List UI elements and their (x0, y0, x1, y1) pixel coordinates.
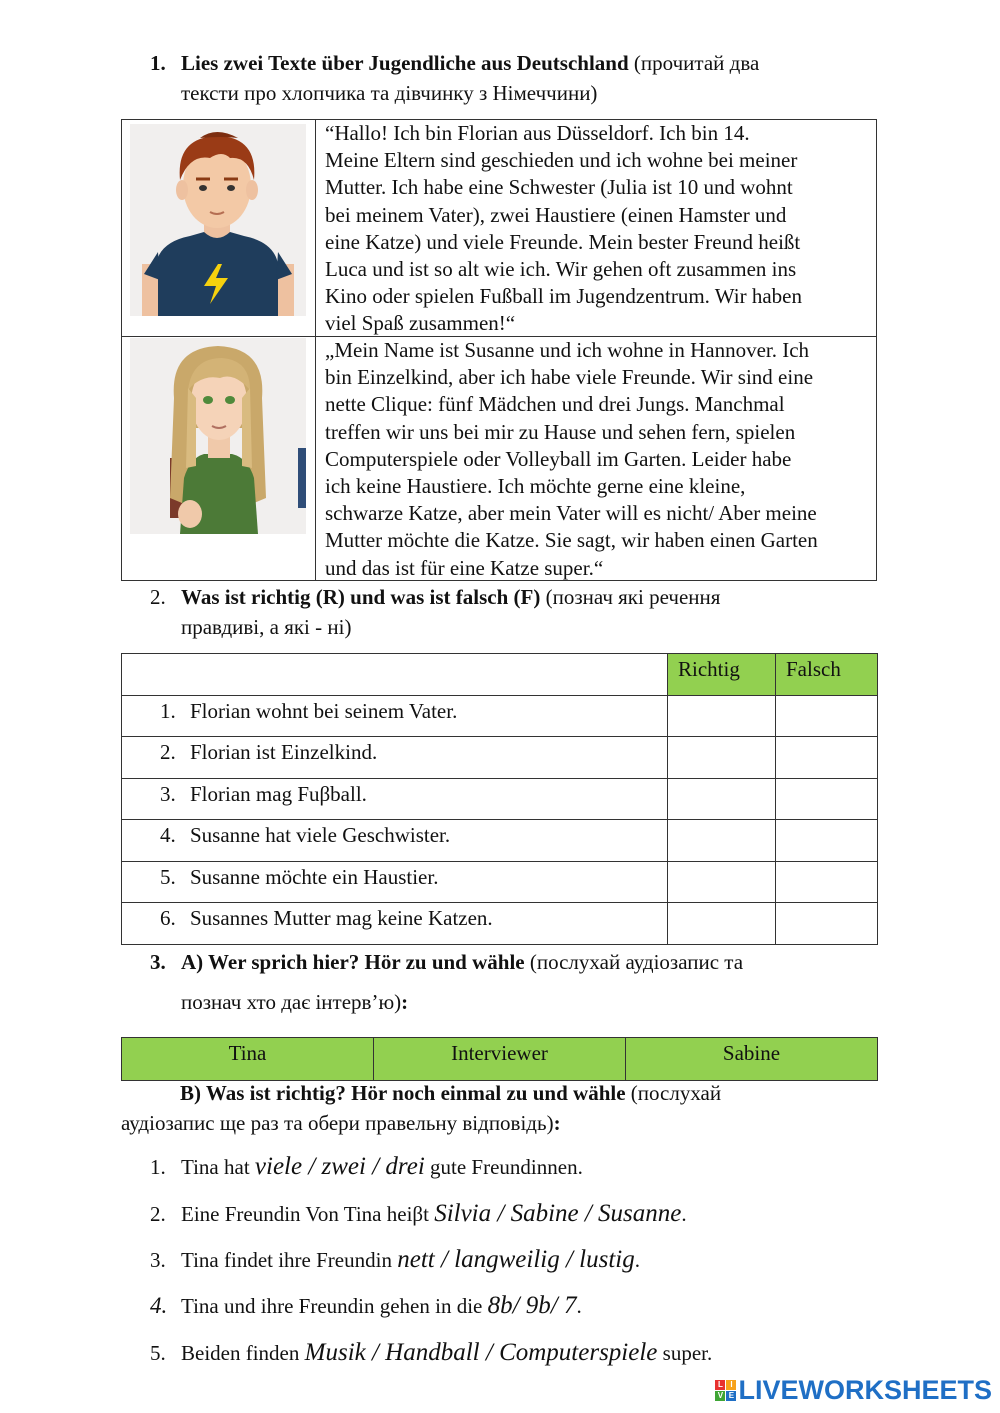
logo-mark-e: E (726, 1391, 736, 1401)
item-text-end: gute Freundinnen. (424, 1155, 583, 1179)
task1-title-bold: Lies zwei Texte über Jugendliche aus Deutschland (181, 51, 629, 75)
statement-text: Susannes Mutter mag keine Katzen. (190, 906, 493, 930)
task3b-title-rest: (послухай (625, 1081, 722, 1105)
statement-text: Florian mag Fuβball. (190, 781, 367, 806)
speaker-option-interviewer[interactable]: Interviewer (374, 1038, 626, 1081)
item-options[interactable]: viele / zwei / drei (254, 1153, 425, 1180)
item-options[interactable]: Musik / Handball / Computerspiele (304, 1339, 658, 1366)
richtig-answer-cell[interactable] (668, 695, 776, 737)
susanne-line: treffen wir uns bei mir zu Hause und sehen fern, spielen (325, 419, 796, 444)
susanne-line: Computerspiele oder Volleyball im Garten. Leider habe (325, 446, 792, 471)
item-text: Beiden finden (181, 1341, 305, 1365)
task1-number: 1. (150, 51, 166, 75)
falsch-answer-cell[interactable] (776, 695, 878, 737)
statement-number: 4. (160, 823, 176, 847)
florian-line: Meine Eltern sind geschieden und ich wohne bei meiner (325, 148, 798, 173)
statement-number: 6. (160, 906, 176, 930)
logo-mark-l: L (715, 1380, 725, 1390)
statement-cell (122, 820, 668, 862)
header-empty-cell (122, 654, 668, 696)
falsch-answer-cell[interactable] (776, 820, 878, 862)
statement-cell (122, 737, 668, 779)
florian-line: viel Spaß zusammen!“ (325, 311, 516, 336)
florian-picture (130, 124, 306, 316)
logo-text: LIVEWORKSHEETS (738, 1375, 992, 1405)
table-row (122, 778, 878, 820)
true-false-header-row (122, 654, 878, 696)
logo-mark-icon (715, 1380, 736, 1401)
task2-title-line2: правдиві, а які - ні) (181, 615, 352, 639)
susanne-line: bin Einzelkind, aber ich habe viele Freunde. Wir sind eine (325, 365, 814, 390)
task2-number: 2. (150, 585, 166, 609)
florian-line: Mutter. Ich habe eine Schwester (Julia ist 10 und wohnt (325, 175, 793, 200)
richtig-answer-cell[interactable] (668, 861, 776, 903)
table-row (122, 737, 878, 779)
task3a-title-bold: A) Wer sprich hier? Hör zu und wähle (181, 950, 525, 974)
item-text-end: super. (657, 1341, 713, 1365)
statement-number: 5. (160, 864, 176, 889)
task1-title-rest: (прочитай два (628, 51, 760, 75)
susanne-picture (130, 338, 306, 534)
list-item (150, 1152, 870, 1182)
task3a-heading (150, 942, 870, 1022)
falsch-answer-cell[interactable] (776, 861, 878, 903)
item-number: 3. (150, 1248, 166, 1272)
list-item (150, 1245, 870, 1275)
list-item (150, 1291, 870, 1321)
liveworksheets-logo (715, 1375, 992, 1406)
susanne-line: schwarze Katze, aber mein Vater will es nicht/ Aber meine (325, 501, 817, 526)
speakers-row (122, 1038, 878, 1081)
list-item (150, 1338, 870, 1368)
table-row (122, 695, 878, 737)
texts-table (121, 119, 877, 581)
task3-number: 3. (150, 950, 166, 974)
task3b-title-line2: аудіозапис ще раз та обери правельну відповідь) (121, 1111, 554, 1135)
florian-line: “Hallo! Ich bin Florian aus Düsseldorf. Ich bin 14. (325, 121, 750, 145)
susanne-text (325, 337, 868, 582)
florian-text (325, 120, 868, 338)
task3a-title-rest: (послухай аудіозапис та (524, 950, 744, 974)
statement-cell (122, 778, 668, 820)
item-text-end: . (634, 1248, 640, 1272)
task3b-colon: : (553, 1111, 561, 1135)
item-text-end: . (681, 1202, 687, 1226)
statement-number: 3. (160, 781, 176, 806)
statement-text: Florian wohnt bei seinem Vater. (190, 698, 458, 723)
statement-cell (122, 903, 668, 945)
florian-line: bei meinem Vater), zwei Haustiere (einen Hamster und (325, 202, 787, 227)
statement-cell (122, 695, 668, 737)
item-text: Tina hat (181, 1155, 255, 1179)
table-row (122, 903, 878, 945)
susanne-line: und das ist für eine Katze super.“ (325, 555, 604, 580)
richtig-answer-cell[interactable] (668, 820, 776, 862)
florian-line: Luca und ist so alt wie ich. Wir gehen oft zusammen ins (325, 257, 797, 282)
item-number: 5. (150, 1341, 166, 1365)
table-row (122, 861, 878, 903)
falsch-header: Falsch (776, 654, 878, 696)
item-text: Eine Freundin Von Tina heiβt (181, 1202, 435, 1226)
statement-text: Susanne möchte ein Haustier. (190, 864, 439, 889)
statement-number: 2. (160, 740, 176, 764)
susanne-line: nette Clique: fünf Mädchen und drei Jungs. Manchmal (325, 392, 785, 417)
susanne-line: Mutter möchte die Katze. Sie sagt, wir haben einen Garten (325, 528, 818, 553)
item-text: Tina findet ihre Freundin (181, 1248, 398, 1272)
task2-title-bold: Was ist richtig (R) und was ist falsch (F) (181, 585, 541, 609)
task3a-title-line2: познач хто дає інтерв’ю) (181, 990, 402, 1014)
task1-title-line2: тексти про хлопчика та дівчинку з Німеччини) (181, 81, 598, 105)
statement-cell (122, 861, 668, 903)
logo-mark-i: I (726, 1380, 736, 1390)
susanne-line: „Mein Name ist Susanne und ich wohne in Hannover. Ich (325, 338, 810, 362)
speaker-option-tina[interactable]: Tina (122, 1038, 374, 1081)
statement-number: 1. (160, 698, 176, 723)
speakers-table (121, 1037, 878, 1081)
richtig-answer-cell[interactable] (668, 778, 776, 820)
falsch-answer-cell[interactable] (776, 737, 878, 779)
task1-heading (150, 48, 870, 108)
task3b-title-bold: B) Was ist richtig? Hör noch einmal zu und wähle (180, 1081, 626, 1105)
logo-mark-v: V (715, 1391, 725, 1401)
richtig-header: Richtig (668, 654, 776, 696)
item-text: Tina und ihre Freundin gehen in die (181, 1294, 488, 1318)
florian-line: Kino oder spielen Fußball im Jugendzentrum. Wir haben (325, 284, 803, 309)
item-options[interactable]: nett / langweilig / lustig (397, 1246, 635, 1273)
true-false-table (121, 653, 878, 945)
task3a-colon: : (401, 990, 409, 1014)
falsch-answer-cell[interactable] (776, 778, 878, 820)
task2-title-rest: (познач які речення (540, 585, 721, 609)
item-options[interactable]: 8b/ 9b/ 7 (487, 1292, 577, 1319)
item-number: 1. (150, 1155, 166, 1179)
statement-text: Susanne hat viele Geschwister. (190, 823, 451, 847)
speaker-option-sabine[interactable]: Sabine (626, 1038, 878, 1081)
item-options[interactable]: Silvia / Sabine / Susanne (434, 1200, 682, 1227)
task2-heading (150, 582, 870, 642)
item-number: 4. (150, 1293, 168, 1318)
statement-text: Florian ist Einzelkind. (190, 740, 378, 764)
item-text-end: . (576, 1294, 582, 1318)
table-row (122, 820, 878, 862)
richtig-answer-cell[interactable] (668, 737, 776, 779)
task3b-heading (121, 1078, 881, 1138)
richtig-answer-cell[interactable] (668, 903, 776, 945)
item-number: 2. (150, 1202, 166, 1226)
falsch-answer-cell[interactable] (776, 903, 878, 945)
florian-line: eine Katze) und viele Freunde. Mein bester Freund heißt (325, 229, 801, 254)
susanne-line: ich keine Haustiere. Ich möchte gerne eine kleine, (325, 474, 746, 499)
list-item (150, 1199, 870, 1229)
